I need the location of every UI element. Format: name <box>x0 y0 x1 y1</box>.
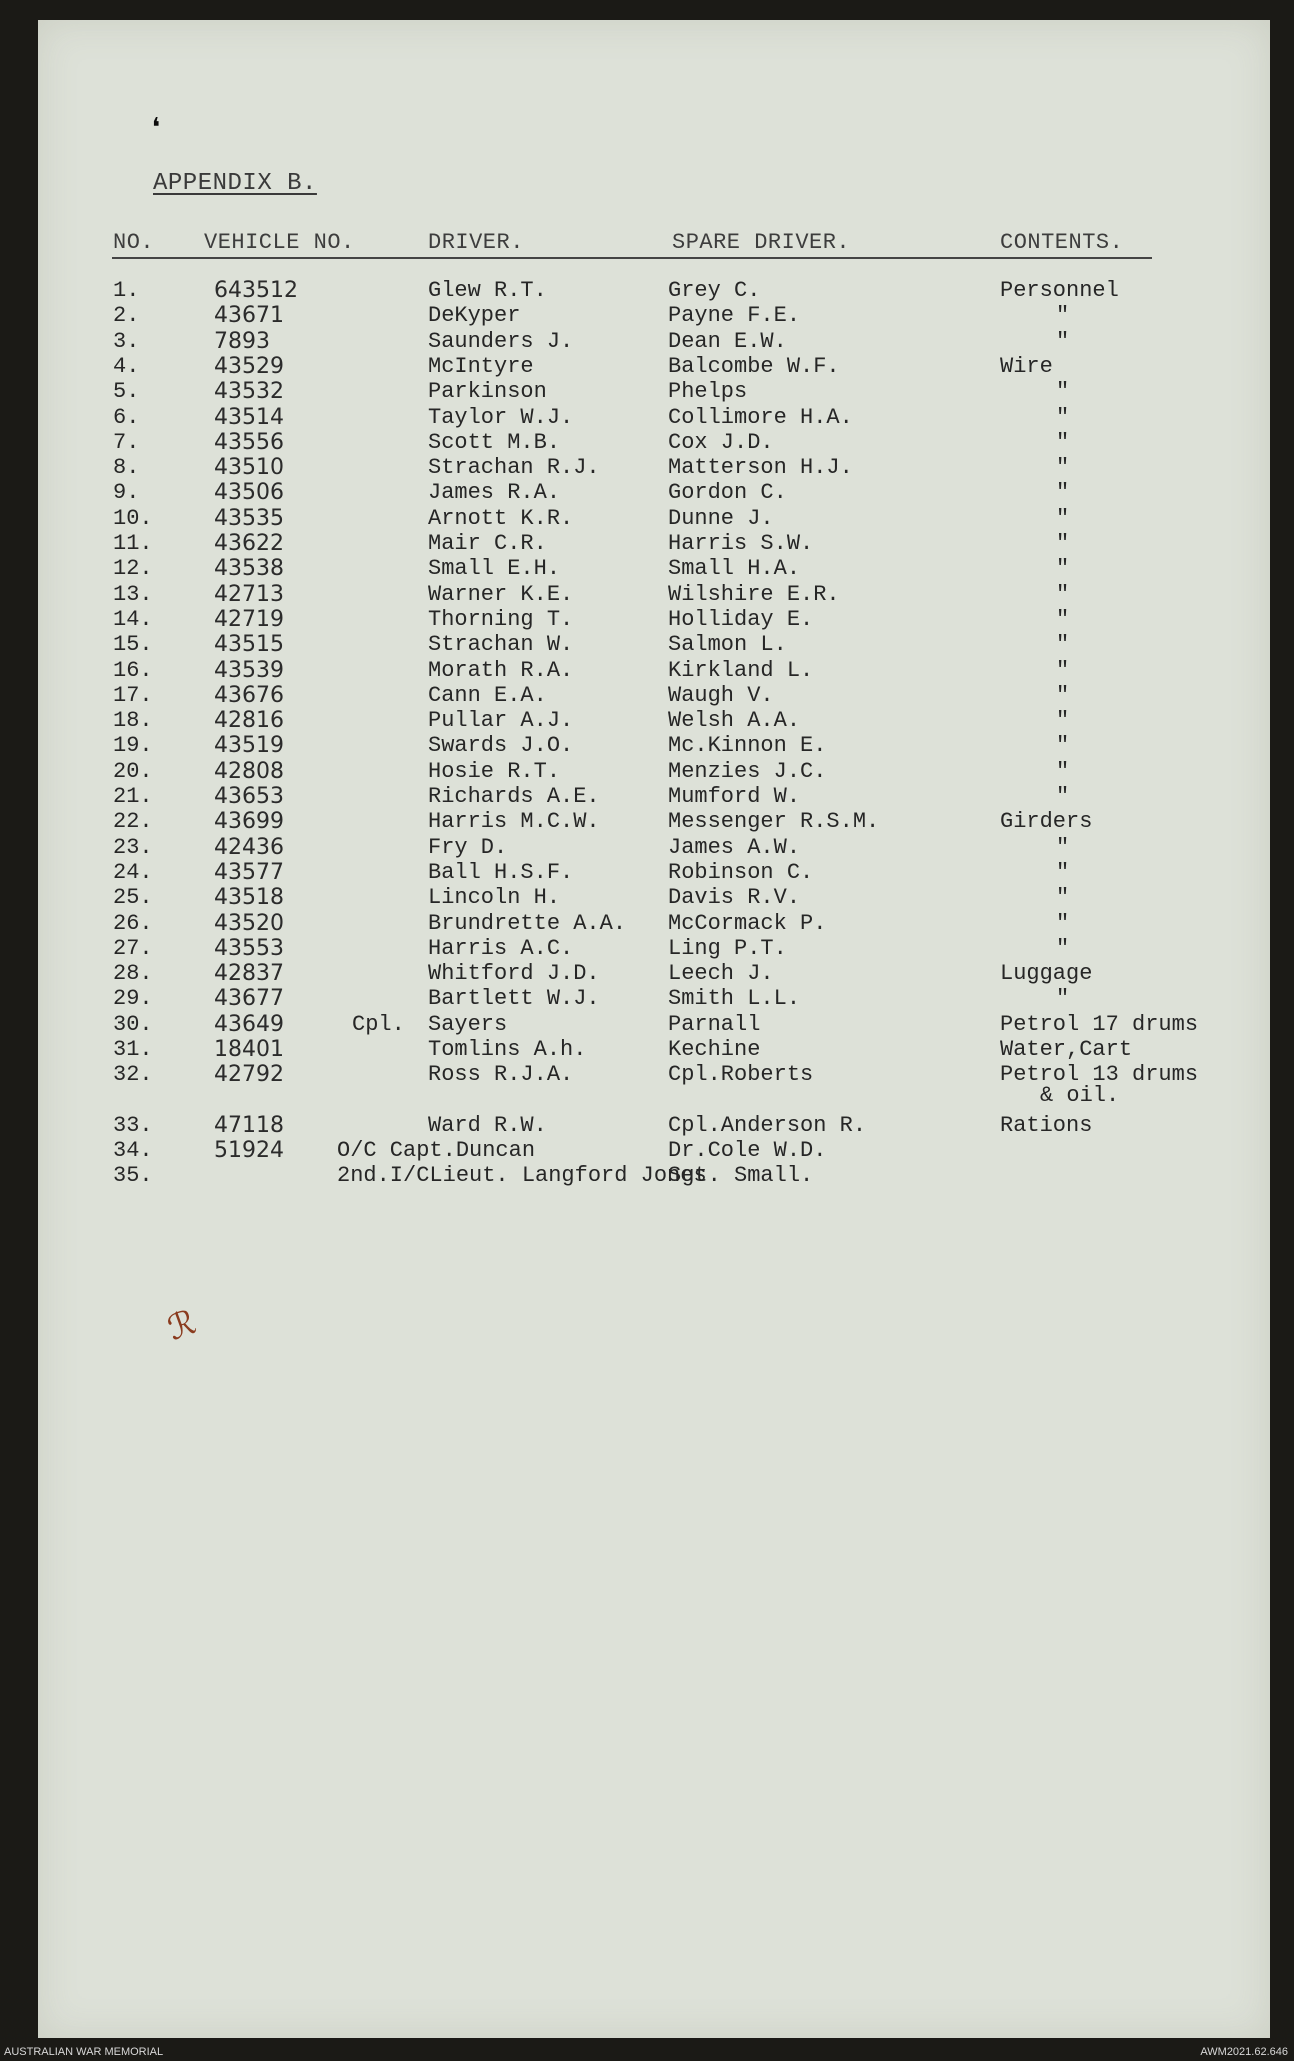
row-number: 4. <box>113 353 140 379</box>
footer-archive-name: AUSTRALIAN WAR MEMORIAL <box>4 2046 164 2058</box>
row-number: 20. <box>113 758 153 784</box>
spare-driver-name: Robinson C. <box>668 859 814 885</box>
vehicle-number: 42719 <box>214 606 284 632</box>
table-row <box>0 303 1294 329</box>
vehicle-number: 42808 <box>214 758 284 784</box>
contents-value: " <box>1056 328 1070 354</box>
table-row <box>0 733 1294 759</box>
vehicle-number: 43538 <box>214 556 284 582</box>
row-number: 6. <box>113 404 140 430</box>
red-tick-mark-icon: ℛ <box>162 1302 202 1349</box>
row-number: 3. <box>113 328 140 354</box>
table-row <box>0 329 1294 355</box>
table-row <box>0 582 1294 608</box>
table-row <box>0 1037 1294 1063</box>
table-row <box>0 430 1294 456</box>
spare-driver-name: Welsh A.A. <box>668 708 801 734</box>
vehicle-number: 42792 <box>214 1062 284 1088</box>
driver-name: McIntyre <box>428 353 534 379</box>
spare-driver-name: McCormack P. <box>668 910 827 936</box>
rank-prefix: Cpl. <box>352 1011 405 1037</box>
table-row <box>0 1138 1294 1164</box>
driver-name: Arnott K.R. <box>428 505 574 531</box>
row-number: 26. <box>113 910 153 936</box>
spare-driver-name: Dr.Cole W.D. <box>668 1137 827 1163</box>
spare-driver-name: Waugh V. <box>668 682 774 708</box>
contents-value: " <box>1056 758 1070 784</box>
row-number: 16. <box>113 657 153 683</box>
row-number: 13. <box>113 581 153 607</box>
spare-driver-name: Cox J.D. <box>668 429 774 455</box>
driver-name: Scott M.B. <box>428 429 561 455</box>
contents-value: Petrol 17 drums <box>1000 1011 1199 1037</box>
table-row <box>0 809 1294 835</box>
vehicle-number: 43506 <box>214 480 284 506</box>
spare-driver-name: Menzies J.C. <box>668 758 827 784</box>
contents-value: " <box>1056 784 1070 809</box>
driver-name: Ross R.J.A. <box>428 1062 574 1088</box>
driver-name: Cann E.A. <box>428 682 547 708</box>
table-row <box>0 936 1294 962</box>
vehicle-number: 42713 <box>214 581 284 607</box>
spare-driver-name: Salmon L. <box>668 632 787 658</box>
row-number: 23. <box>113 834 153 860</box>
contents-value: " <box>1056 531 1070 556</box>
row-number: 19. <box>113 733 153 759</box>
vehicle-number: 43539 <box>214 657 284 683</box>
row-number: 9. <box>113 480 140 506</box>
vehicle-number: 43514 <box>214 404 284 430</box>
driver-name: Ball H.S.F. <box>428 859 574 885</box>
spare-driver-name: Balcombe W.F. <box>668 353 840 379</box>
driver-name: Parkinson <box>428 379 547 405</box>
vehicle-number: 43649 <box>214 1011 284 1037</box>
driver-name: Lincoln H. <box>428 885 561 911</box>
table-row <box>0 683 1294 709</box>
vehicle-number: 43699 <box>214 809 284 835</box>
table-row <box>0 911 1294 937</box>
spare-driver-name: Grey C. <box>668 278 761 303</box>
contents-value: " <box>1056 708 1070 734</box>
spare-driver-name: Kechine <box>668 1037 761 1062</box>
table-row <box>0 961 1294 987</box>
row-32-contents-continued: & oil. <box>1040 1082 1120 1108</box>
header-no: NO. <box>113 230 155 255</box>
contents-value: Rations <box>1000 1112 1093 1138</box>
table-row <box>0 632 1294 658</box>
row-number: 32. <box>113 1062 153 1088</box>
driver-name: Taylor W.J. <box>428 404 574 430</box>
contents-value: " <box>1056 480 1070 506</box>
contents-value: Luggage <box>1000 961 1093 987</box>
row-number: 14. <box>113 606 153 632</box>
ink-mark-icon: ❛ <box>146 115 167 153</box>
row-number: 21. <box>113 784 153 809</box>
row-number: 28. <box>113 961 153 987</box>
table-row <box>0 480 1294 506</box>
spare-driver-name: Kirkland L. <box>668 657 814 683</box>
driver-name: Glew R.T. <box>428 278 547 303</box>
contents-value: " <box>1056 682 1070 708</box>
driver-name: Tomlins A.h. <box>428 1037 587 1062</box>
vehicle-number: 43520 <box>214 910 284 936</box>
row-number: 1. <box>113 278 140 303</box>
vehicle-number: 43529 <box>214 353 284 379</box>
driver-name: Morath R.A. <box>428 657 574 683</box>
vehicle-number: 43671 <box>214 303 284 329</box>
driver-name: Mair C.R. <box>428 531 547 556</box>
spare-driver-name: Dunne J. <box>668 505 774 531</box>
table-row <box>0 1163 1294 1189</box>
row-number: 5. <box>113 379 140 405</box>
contents-value: " <box>1056 632 1070 658</box>
vehicle-number: 43653 <box>214 784 284 809</box>
vehicle-number: 43622 <box>214 531 284 556</box>
contents-value: Petrol 13 drums <box>1000 1062 1199 1088</box>
vehicle-number: 43676 <box>214 682 284 708</box>
table-row <box>0 986 1294 1012</box>
contents-value: " <box>1056 986 1070 1012</box>
spare-driver-name: Payne F.E. <box>668 303 801 329</box>
driver-name: Saunders J. <box>428 328 574 354</box>
row-number: 18. <box>113 708 153 734</box>
vehicle-number: 43677 <box>214 986 284 1012</box>
table-row <box>0 759 1294 785</box>
driver-name: Ward R.W. <box>428 1112 547 1138</box>
row-number: 35. <box>113 1163 153 1189</box>
driver-name: Brundrette A.A. <box>428 910 627 936</box>
row-number: 17. <box>113 682 153 708</box>
contents-value: " <box>1056 505 1070 531</box>
driver-name: Richards A.E. <box>428 784 600 809</box>
header-driver: DRIVER. <box>428 230 524 255</box>
contents-value: " <box>1056 910 1070 936</box>
header-vehicle: VEHICLE NO. <box>204 230 355 255</box>
vehicle-number: 43553 <box>214 935 284 961</box>
spare-driver-name: Small H.A. <box>668 556 801 582</box>
spare-driver-name: Harris S.W. <box>668 531 814 556</box>
driver-name: Warner K.E. <box>428 581 574 607</box>
driver-name: Hosie R.T. <box>428 758 561 784</box>
row-number: 12. <box>113 556 153 582</box>
table-row <box>0 784 1294 810</box>
row-number: 15. <box>113 632 153 658</box>
row-number: 25. <box>113 885 153 911</box>
row-number: 27. <box>113 935 153 961</box>
spare-driver-name: Gordon C. <box>668 480 787 506</box>
contents-value: " <box>1056 859 1070 885</box>
table-row <box>0 455 1294 481</box>
table-row <box>0 658 1294 684</box>
row-number: 11. <box>113 531 153 556</box>
spare-driver-name: James A.W. <box>668 834 801 860</box>
contents-value: " <box>1056 834 1070 860</box>
table-row <box>0 835 1294 861</box>
table-row <box>0 278 1294 304</box>
table-row <box>0 607 1294 633</box>
contents-value: Personnel <box>1000 278 1119 303</box>
spare-driver-name: Cpl.Anderson R. <box>668 1112 867 1138</box>
row-number: 22. <box>113 809 153 835</box>
contents-value: " <box>1056 935 1070 961</box>
table-row <box>0 1113 1294 1139</box>
vehicle-number: 643512 <box>214 278 298 303</box>
driver-name: Pullar A.J. <box>428 708 574 734</box>
vehicle-number: 43577 <box>214 859 284 885</box>
contents-value: " <box>1056 556 1070 582</box>
driver-name: James R.A. <box>428 480 561 506</box>
table-row <box>0 405 1294 431</box>
row-number: 24. <box>113 859 153 885</box>
contents-value: " <box>1056 379 1070 405</box>
vehicle-number: 42436 <box>214 834 284 860</box>
table-row <box>0 860 1294 886</box>
spare-driver-name: Phelps <box>668 379 748 405</box>
contents-value: " <box>1056 429 1070 455</box>
table-row <box>0 354 1294 380</box>
table-row <box>0 885 1294 911</box>
contents-value: " <box>1056 657 1070 683</box>
spare-driver-name: Mc.Kinnon E. <box>668 733 827 759</box>
row-number: 8. <box>113 455 140 481</box>
driver-name: Harris A.C. <box>428 935 574 961</box>
vehicle-number: 43510 <box>214 455 284 481</box>
spare-driver-name: Cpl.Roberts <box>668 1062 814 1088</box>
row-number: 30. <box>113 1011 153 1037</box>
spare-driver-name: Holliday E. <box>668 606 814 632</box>
row-number: 2. <box>113 303 140 329</box>
spare-driver-name: Leech J. <box>668 961 774 987</box>
contents-value: " <box>1056 885 1070 911</box>
row-number: 29. <box>113 986 153 1012</box>
driver-name: Sayers <box>428 1011 508 1037</box>
spare-driver-name: Ling P.T. <box>668 935 787 961</box>
driver-name: Swards J.O. <box>428 733 574 759</box>
driver-name: Whitford J.D. <box>428 961 600 987</box>
vehicle-number: 43515 <box>214 632 284 658</box>
table-row <box>0 708 1294 734</box>
footer-catalogue-id: AWM2021.62.646 <box>1200 2046 1288 2058</box>
vehicle-number: 18401 <box>214 1037 284 1062</box>
row-number: 10. <box>113 505 153 531</box>
vehicle-number: 43556 <box>214 429 284 455</box>
contents-value: " <box>1056 733 1070 759</box>
driver-name: Harris M.C.W. <box>428 809 600 835</box>
spare-driver-name: Mumford W. <box>668 784 801 809</box>
header-spare-driver: SPARE DRIVER. <box>672 230 851 255</box>
spare-driver-name: Messenger R.S.M. <box>668 809 880 835</box>
driver-name: DeKyper <box>428 303 521 329</box>
driver-name: Thorning T. <box>428 606 574 632</box>
vehicle-number: 42837 <box>214 961 284 987</box>
vehicle-number: 43519 <box>214 733 284 759</box>
rank-prefix: 2nd.I/CLieut. Langford Jones <box>337 1163 707 1189</box>
spare-driver-name: Collimore H.A. <box>668 404 853 430</box>
row-number: 7. <box>113 429 140 455</box>
contents-value: " <box>1056 581 1070 607</box>
vehicle-number: 47118 <box>214 1112 284 1138</box>
driver-name: Small E.H. <box>428 556 561 582</box>
driver-name: Strachan R.J. <box>428 455 600 481</box>
spare-driver-name: Davis R.V. <box>668 885 801 911</box>
driver-name: Fry D. <box>428 834 508 860</box>
table-row <box>0 1012 1294 1038</box>
vehicle-number: 43535 <box>214 505 284 531</box>
contents-value: " <box>1056 455 1070 481</box>
spare-driver-name: Dean E.W. <box>668 328 787 354</box>
contents-value: " <box>1056 303 1070 329</box>
contents-value: " <box>1056 606 1070 632</box>
vehicle-number: 42816 <box>214 708 284 734</box>
row-number: 33. <box>113 1112 153 1138</box>
spare-driver-name: Wilshire E.R. <box>668 581 840 607</box>
appendix-title: APPENDIX B. <box>153 170 317 197</box>
contents-value: Girders <box>1000 809 1093 835</box>
contents-value: Wire <box>1000 353 1053 379</box>
vehicle-number: 51924 <box>214 1137 284 1163</box>
driver-name: Bartlett W.J. <box>428 986 600 1012</box>
header-contents: CONTENTS. <box>1000 230 1124 255</box>
rank-prefix: O/C Capt.Duncan <box>337 1137 536 1163</box>
spare-driver-name: Parnall <box>668 1011 761 1037</box>
vehicle-number: 7893 <box>214 328 270 354</box>
vehicle-number: 43532 <box>214 379 284 405</box>
header-rule <box>112 257 1152 259</box>
spare-driver-name: Matterson H.J. <box>668 455 853 481</box>
spare-driver-name: Sgt. Small. <box>668 1163 814 1189</box>
table-row <box>0 506 1294 532</box>
row-number: 31. <box>113 1037 153 1062</box>
contents-value: Water,Cart <box>1000 1037 1133 1062</box>
spare-driver-name: Smith L.L. <box>668 986 801 1012</box>
driver-name: Strachan W. <box>428 632 574 658</box>
vehicle-number: 43518 <box>214 885 284 911</box>
row-number: 34. <box>113 1137 153 1163</box>
contents-value: " <box>1056 404 1070 430</box>
table-row <box>0 531 1294 557</box>
table-row <box>0 556 1294 582</box>
table-row <box>0 379 1294 405</box>
